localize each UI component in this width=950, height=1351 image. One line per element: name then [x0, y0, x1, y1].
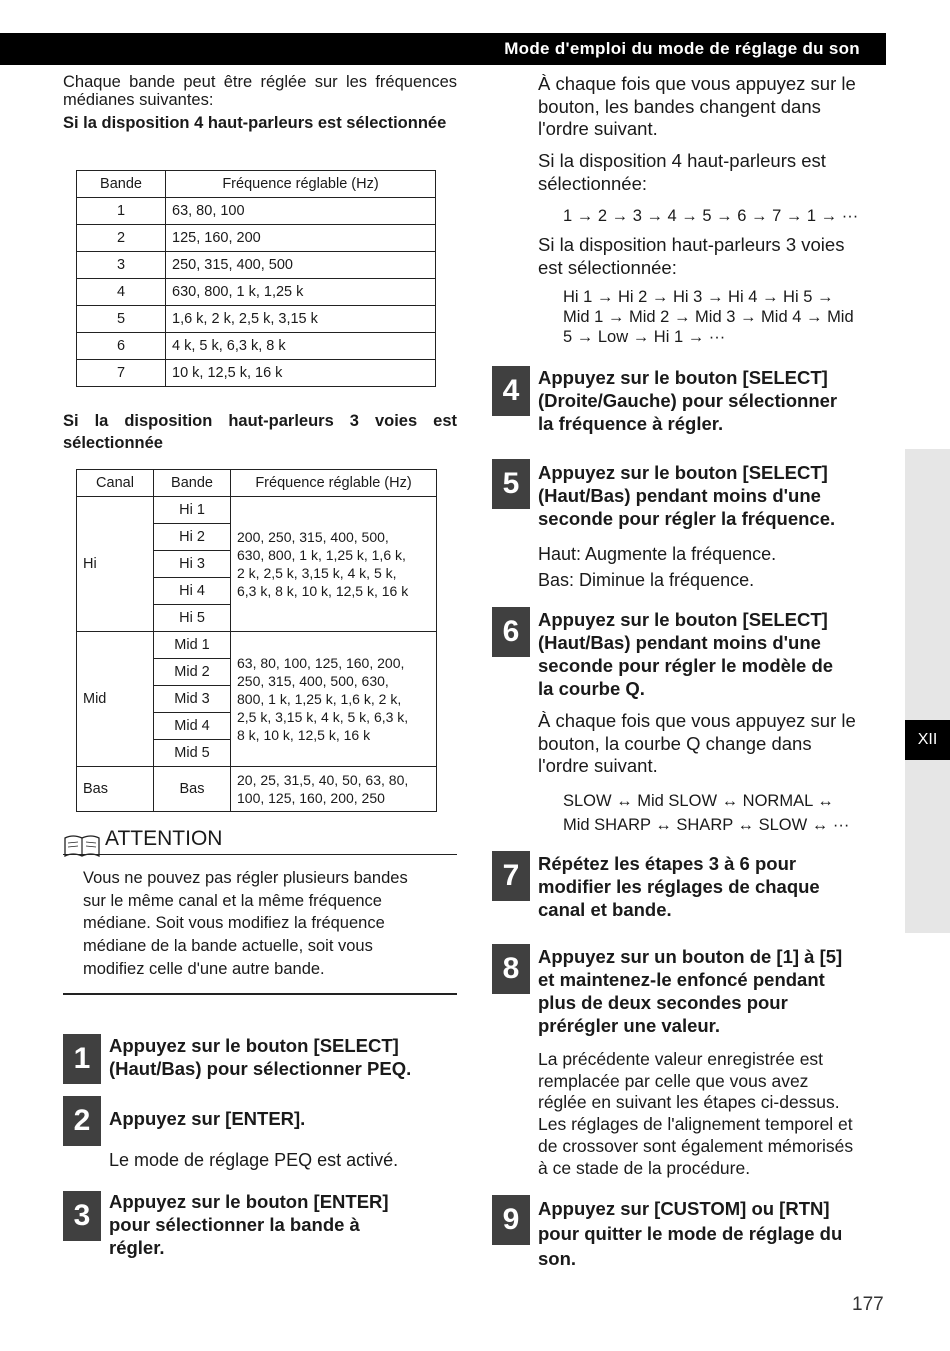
step-number: 7: [492, 851, 530, 901]
step-line: pour sélectionner la bande à: [109, 1214, 360, 1235]
step-text: [109, 1190, 449, 1259]
condition-3-way: [538, 234, 886, 279]
text-line: Les réglages de l'alignement temporel et: [538, 1114, 853, 1135]
cell-freq: 4 k, 5 k, 6,3 k, 8 k: [166, 333, 436, 360]
cell-canal-mid: Mid: [77, 632, 154, 767]
col-header-canal: Canal: [77, 470, 154, 497]
step-line: Appuyez sur le bouton [SELECT]: [538, 462, 828, 483]
text-line: bouton, la courbe Q change dans: [538, 732, 812, 754]
step-line: et maintenez-le enfoncé pendant: [538, 969, 825, 990]
step-number: 8: [492, 944, 530, 994]
step-6-note: [538, 710, 886, 778]
table-header-row: [77, 171, 436, 198]
attention-line: médiane. Soit vous modifiez la fréquence: [83, 914, 385, 933]
freq-line: 630, 800, 1 k, 1,25 k, 1,6 k,: [237, 547, 406, 563]
condition-4-speakers: [538, 150, 886, 195]
freq-line: 6,3 k, 8 k, 10 k, 12,5 k, 16 k: [237, 583, 409, 599]
cell-freq: 63, 80, 100: [166, 198, 436, 225]
text-line: Mid SHARP ↔ SHARP ↔ SLOW ↔ ···: [563, 816, 850, 834]
step-line: Appuyez sur le bouton [SELECT]: [538, 609, 828, 630]
attention-header: [63, 824, 457, 855]
step-text: [538, 945, 878, 1037]
step-line: prérégler une valeur.: [538, 1015, 721, 1036]
freq-line: 800, 1 k, 1,25 k, 1,6 k, 2 k,: [237, 691, 402, 707]
step-line: seconde pour régler le modèle de: [538, 655, 834, 676]
step-text: [109, 1034, 449, 1080]
step-line: régler.: [109, 1237, 165, 1258]
step-text: [109, 1107, 449, 1130]
freq-line: 200, 250, 315, 400, 500,: [237, 529, 389, 545]
table-row: [77, 279, 436, 306]
heading-3-way: Si la disposition haut-parleurs 3 voies est sélectionnée: [63, 412, 457, 452]
freq-line: 100, 125, 160, 200, 250: [237, 790, 385, 806]
text-line: Bas: Diminue la fréquence.: [538, 570, 755, 590]
sequence-3-way: [563, 287, 886, 347]
attention-line: médiane de la bande actuelle, soit vous: [83, 937, 373, 956]
step-number: 9: [492, 1195, 530, 1245]
step-2-note: Le mode de réglage PEQ est activé.: [109, 1150, 399, 1170]
step-line: Appuyez sur un bouton de [1] à [5]: [538, 946, 843, 967]
cell-band: Hi 4: [154, 578, 231, 605]
freq-line: 2 k, 2,5 k, 3,15 k, 4 k, 5 k,: [237, 565, 397, 581]
freq-line: 250, 315, 400, 500, 630,: [237, 673, 389, 689]
text-line: Hi 1 → Hi 2 → Hi 3 → Hi 4 → Hi 5 →: [563, 288, 834, 306]
open-book-icon: [63, 832, 101, 858]
cell-band: 1: [77, 198, 166, 225]
cell-freq: 10 k, 12,5 k, 16 k: [166, 360, 436, 387]
cell-freq: 250, 315, 400, 500: [166, 252, 436, 279]
cell-band: Mid 4: [154, 713, 231, 740]
step-number: 4: [492, 366, 530, 416]
col-header-band: Bande: [77, 171, 166, 198]
cell-band: Mid 3: [154, 686, 231, 713]
col-header-freq: Fréquence réglable (Hz): [166, 171, 436, 198]
step-number: 2: [63, 1096, 101, 1146]
intro-text: Chaque bande peut être réglée sur les fréquences médianes suivantes:: [63, 73, 457, 109]
cell-band: Hi 2: [154, 524, 231, 551]
text-line: Si la disposition haut-parleurs 3 voies: [538, 234, 845, 255]
text-line: Haut: Augmente la fréquence.: [538, 544, 777, 564]
step-line: (Haut/Bas) pour sélectionner PEQ.: [109, 1058, 412, 1079]
chapter-tab-label: XII: [905, 720, 950, 760]
step-line: canal et bande.: [538, 899, 672, 920]
left-intro: [63, 73, 457, 133]
cell-band: Mid 5: [154, 740, 231, 767]
table-row: [77, 333, 436, 360]
header-bar: [0, 33, 886, 65]
step-line: Appuyez sur le bouton [ENTER]: [109, 1191, 389, 1212]
text-line: Si la disposition 4 haut-parleurs est: [538, 150, 826, 171]
attention-title: ATTENTION: [105, 827, 223, 850]
text-line: de crossover sont également mémorisés: [538, 1135, 854, 1156]
attention-line: sur le même canal et la même fréquence: [83, 891, 382, 910]
freq-line: 8 k, 10 k, 12,5 k, 16 k: [237, 727, 371, 743]
step-number: 5: [492, 459, 530, 509]
text-line: est sélectionnée:: [538, 256, 677, 278]
freq-line: 2,5 k, 3,15 k, 4 k, 5 k, 6,3 k,: [237, 709, 409, 725]
cell-canal-hi: Hi: [77, 497, 154, 632]
step-text: [538, 852, 878, 921]
text-line: l'ordre suivant.: [538, 755, 658, 776]
step-line: (Haut/Bas) pendant moins d'une: [538, 632, 821, 653]
text-line: l'ordre suivant.: [538, 118, 658, 139]
step-line: Appuyez sur [CUSTOM] ou [RTN]: [538, 1198, 830, 1219]
cell-freq: 630, 800, 1 k, 1,25 k: [166, 279, 436, 306]
cell-band: 4: [77, 279, 166, 306]
side-tab: [905, 449, 950, 933]
step-number: 1: [63, 1034, 101, 1084]
step-line: plus de deux secondes pour: [538, 992, 788, 1013]
step-line: (Droite/Gauche) pour sélectionner: [538, 390, 838, 411]
step-line: Appuyez sur le bouton [SELECT]: [109, 1035, 399, 1056]
cell-band: 3: [77, 252, 166, 279]
header-title: Mode d'emploi du mode de réglage du son: [504, 39, 860, 58]
text-line: Mid 1 → Mid 2 → Mid 3 → Mid 4 → Mid: [563, 308, 854, 326]
table-row: [77, 497, 437, 524]
table-row: [77, 225, 436, 252]
table-row: [77, 360, 436, 387]
step-number: 3: [63, 1191, 101, 1241]
cell-band: Mid 1: [154, 632, 231, 659]
col-header-freq: Fréquence réglable (Hz): [231, 470, 437, 497]
text-line: La précédente valeur enregistrée est: [538, 1049, 824, 1069]
cell-freq-bas: [231, 767, 437, 812]
table-4-speakers: [76, 170, 436, 387]
text-line: À chaque fois que vous appuyez sur le: [538, 710, 856, 731]
step-8-note: [538, 1049, 886, 1179]
attention-text: [83, 867, 457, 981]
table-header-row: [77, 470, 437, 497]
step-line: la fréquence à régler.: [538, 413, 724, 434]
cell-band: Hi 5: [154, 605, 231, 632]
text-line: à ce stade de la procédure.: [538, 1157, 751, 1178]
cell-canal-bas: Bas: [77, 767, 154, 812]
step-line: Répétez les étapes 3 à 6 pour: [538, 853, 797, 874]
step-text: [538, 461, 878, 530]
table-row: [77, 632, 437, 659]
attention-line: Vous ne pouvez pas régler plusieurs bandes: [83, 869, 408, 887]
cell-band: Hi 1: [154, 497, 231, 524]
table-row: [77, 198, 436, 225]
text-line: À chaque fois que vous appuyez sur le: [538, 73, 856, 94]
cell-band: Hi 3: [154, 551, 231, 578]
sequence-4-speakers: 1 → 2 → 3 → 4 → 5 → 6 → 7 → 1 → ···: [563, 207, 859, 225]
cell-freq: 125, 160, 200: [166, 225, 436, 252]
step-line: son.: [538, 1248, 577, 1269]
step-text: [538, 608, 878, 700]
step-number: 6: [492, 607, 530, 657]
step-text: [538, 366, 878, 435]
table-3-way: [76, 469, 437, 812]
step-line: Appuyez sur le bouton [SELECT]: [538, 367, 828, 388]
cell-band: 6: [77, 333, 166, 360]
text-line: 5 → Low → Hi 1 → ···: [563, 328, 726, 346]
attention-line: modifiez celle d'une autre bande.: [83, 959, 325, 978]
step-text: [538, 1196, 878, 1271]
cell-freq: 1,6 k, 2 k, 2,5 k, 3,15 k: [166, 306, 436, 333]
step-line: la courbe Q.: [538, 678, 645, 699]
cell-band: 5: [77, 306, 166, 333]
page-number: 177: [852, 1294, 884, 1315]
step-line: seconde pour régler la fréquence.: [538, 508, 836, 529]
text-line: SLOW ↔ Mid SLOW ↔ NORMAL ↔: [563, 792, 834, 810]
step-line: modifier les réglages de chaque: [538, 876, 820, 897]
table-row: [77, 252, 436, 279]
freq-line: 20, 25, 31,5, 40, 50, 63, 80,: [237, 772, 409, 788]
table-row: [77, 306, 436, 333]
step-5-notes: [538, 541, 776, 593]
heading-4-speakers: Si la disposition 4 haut-parleurs est sélectionnée: [63, 114, 447, 132]
freq-line: 63, 80, 100, 125, 160, 200,: [237, 655, 405, 671]
cell-freq-mid: [231, 632, 437, 767]
text-line: remplacée par celle que vous avez: [538, 1070, 809, 1091]
step-line: (Haut/Bas) pendant moins d'une: [538, 485, 821, 506]
attention-divider: [63, 993, 457, 995]
cell-band: Bas: [154, 767, 231, 812]
attention-box: [63, 824, 457, 981]
cell-band: Mid 2: [154, 659, 231, 686]
table-row: [77, 767, 437, 812]
cell-freq-hi: [231, 497, 437, 632]
text-line: sélectionnée:: [538, 172, 648, 194]
col-header-band: Bande: [154, 470, 231, 497]
step-line: pour quitter le mode de réglage du: [538, 1223, 843, 1244]
q-curve-sequence: [563, 789, 886, 837]
text-line: réglée en suivant les étapes ci-dessus.: [538, 1092, 840, 1113]
cell-band: 7: [77, 360, 166, 387]
cell-band: 2: [77, 225, 166, 252]
right-intro: [538, 73, 886, 141]
step-line: Appuyez sur [ENTER].: [109, 1108, 306, 1129]
text-line: bouton, les bandes changent dans: [538, 95, 821, 117]
